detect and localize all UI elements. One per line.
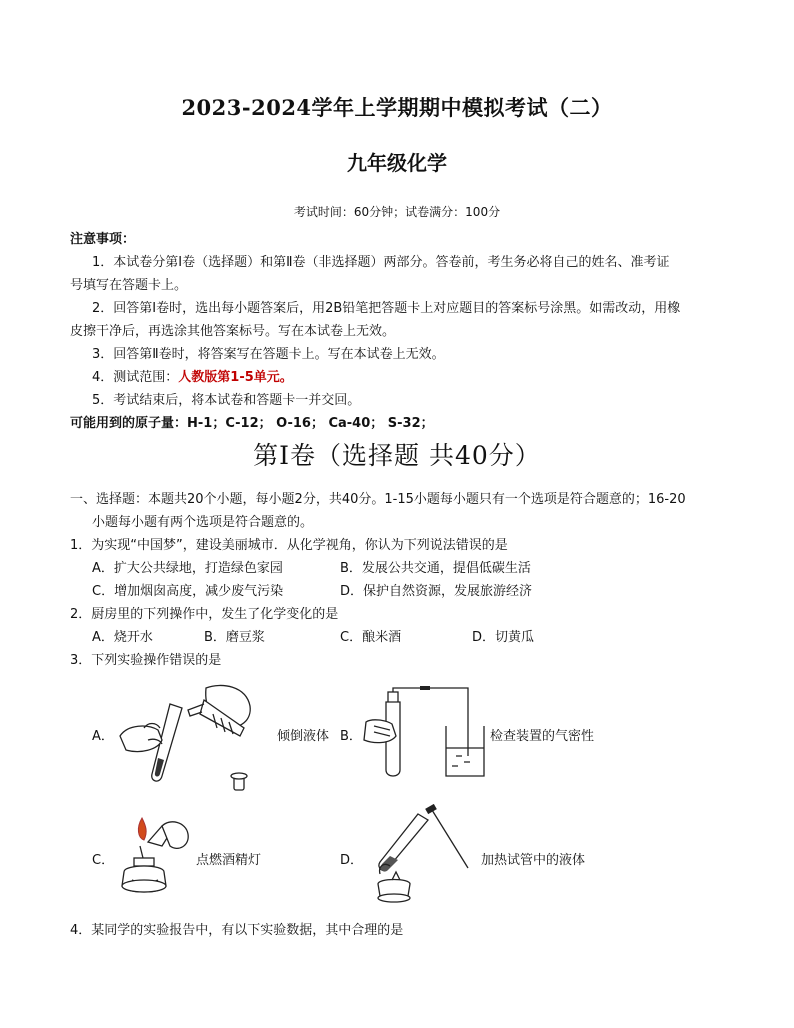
question-4-stem: 4．某同学的实验报告中，有以下实验数据，其中合理的是 bbox=[70, 923, 404, 938]
notice-item-4-prefix: 4．测试范围： bbox=[92, 370, 179, 385]
page-title: 2023-2024学年上学期期中模拟考试（二） bbox=[181, 95, 613, 120]
question-2-option-a: A．烧开水 bbox=[92, 630, 153, 645]
question-2-option-b: B．磨豆浆 bbox=[204, 630, 265, 645]
airtightness-check-figure bbox=[360, 686, 490, 786]
section-instructions-line-2: 小题每小题有两个选项是符合题意的。 bbox=[92, 515, 314, 530]
notice-item-2-line-2: 皮擦干净后，再选涂其他答案标号。写在本试卷上无效。 bbox=[70, 324, 396, 339]
question-3-b-caption: 检查装置的气密性 bbox=[490, 729, 595, 744]
question-3-c-caption: 点燃酒精灯 bbox=[196, 853, 262, 868]
question-1-option-b: B．发展公共交通，提倡低碳生活 bbox=[340, 561, 531, 576]
test-range: 人教版第1-5单元。 bbox=[178, 370, 293, 385]
page-subtitle: 九年级化学 bbox=[347, 151, 447, 175]
notice-heading: 注意事项： bbox=[70, 232, 136, 247]
notice-item-4 bbox=[92, 366, 293, 385]
heating-test-tube-figure bbox=[370, 804, 480, 904]
alcohol-lamp-lighting-figure bbox=[110, 812, 196, 896]
question-3-c-letter: C． bbox=[92, 853, 115, 868]
question-2-stem: 2．厨房里的下列操作中，发生了化学变化的是 bbox=[70, 607, 339, 622]
atomic-masses: 可能用到的原子量：H-1；C-12； O-16； Ca-40； S-32； bbox=[70, 416, 434, 431]
section-instructions-line-1: 一、选择题：本题共20个小题，每小题2分，共40分。1-15小题每小题只有一个选项是符合题意的；16-20 bbox=[70, 492, 686, 507]
question-1-option-d: D．保护自然资源，发展旅游经济 bbox=[340, 584, 533, 599]
question-3-d-letter: D． bbox=[340, 853, 364, 868]
question-3-stem: 3．下列实验操作错误的是 bbox=[70, 653, 222, 668]
notice-item-1-line-1: 1．本试卷分第Ⅰ卷（选择题）和第Ⅱ卷（非选择题）两部分。答卷前，考生务必将自己的姓名、准考证 bbox=[92, 255, 670, 270]
notice-item-1-line-2: 号填写在答题卡上。 bbox=[70, 278, 188, 293]
question-3-d-caption: 加热试管中的液体 bbox=[481, 853, 586, 868]
question-3-a-caption: 倾倒液体 bbox=[277, 729, 330, 744]
question-3-a-letter: A． bbox=[92, 729, 114, 744]
notice-item-2-line-1: 2．回答第Ⅰ卷时，选出每小题答案后，用2B铅笔把答题卡上对应题目的答案标号涂黑。如需改动，用橡 bbox=[92, 301, 681, 316]
question-3-b-letter: B． bbox=[340, 729, 362, 744]
question-1-option-a: A．扩大公共绿地，打造绿色家园 bbox=[92, 561, 283, 576]
section-title: 第Ⅰ卷（选择题 共40分） bbox=[253, 441, 541, 470]
question-2-option-d: D．切黄瓜 bbox=[472, 630, 535, 645]
exam-info: 考试时间：60分钟；试卷满分：100分 bbox=[293, 205, 501, 219]
question-2-option-c: C．酿米酒 bbox=[340, 630, 402, 645]
question-1-stem: 1．为实现“中国梦”，建设美丽城市．从化学视角，你认为下列说法错误的是 bbox=[70, 538, 508, 553]
question-1-option-c: C．增加烟囱高度，减少废气污染 bbox=[92, 584, 284, 599]
pouring-liquid-figure bbox=[118, 680, 270, 796]
notice-item-3: 3．回答第Ⅱ卷时，将答案写在答题卡上。写在本试卷上无效。 bbox=[92, 347, 445, 362]
notice-item-5: 5．考试结束后，将本试卷和答题卡一并交回。 bbox=[92, 393, 361, 408]
